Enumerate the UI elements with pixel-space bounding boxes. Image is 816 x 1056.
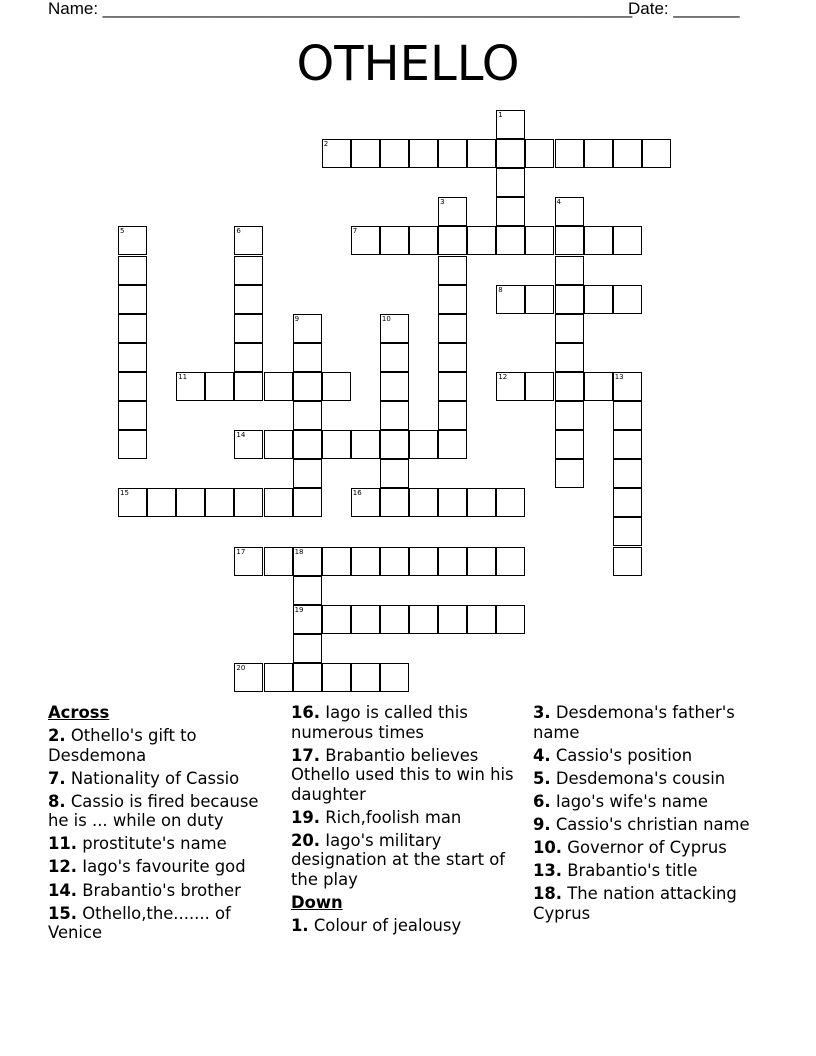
clue-text: Iago's wife's name (555, 791, 708, 811)
grid-cell[interactable] (555, 459, 584, 488)
grid-cell[interactable] (409, 430, 438, 459)
grid-cell[interactable] (555, 197, 584, 226)
clue-text: Desdemona's cousin (555, 768, 726, 788)
grid-cell[interactable] (322, 663, 351, 692)
grid-cell[interactable] (438, 488, 467, 517)
grid-cell[interactable] (380, 605, 409, 634)
grid-cell[interactable] (118, 343, 147, 372)
clues-column-3 (533, 703, 773, 927)
clue-number: 5 (120, 227, 125, 236)
grid-cell[interactable] (438, 605, 467, 634)
grid-cell[interactable] (264, 663, 293, 692)
grid-cell[interactable] (409, 488, 438, 517)
grid-cell[interactable] (555, 430, 584, 459)
down-clue (291, 916, 527, 936)
grid-cell[interactable] (118, 488, 147, 517)
grid-cell[interactable] (438, 314, 467, 343)
grid-cell[interactable] (264, 547, 293, 576)
down-heading: Down (291, 892, 343, 912)
grid-cell[interactable] (496, 605, 525, 634)
clue-number: 1 (498, 111, 503, 119)
grid-cell[interactable] (322, 372, 351, 401)
clue-number: 3 (440, 198, 445, 207)
grid-cell[interactable] (147, 488, 176, 517)
clue-text: Nationality of Cassio (70, 768, 240, 788)
grid-cell[interactable] (555, 285, 584, 314)
clue-text: Brabantio's brother (82, 880, 241, 900)
grid-cell[interactable] (380, 139, 409, 168)
across-clue (48, 792, 280, 831)
grid-cell[interactable] (118, 256, 147, 285)
grid-cell[interactable] (293, 488, 322, 517)
grid-cell[interactable] (525, 372, 554, 401)
clue-number-label: 11. (48, 834, 78, 854)
clue-number: 12 (498, 372, 508, 381)
grid-cell[interactable] (293, 459, 322, 488)
clue-text: Iago's favourite god (82, 857, 246, 877)
grid-cell[interactable] (351, 430, 380, 459)
grid-cell[interactable] (264, 372, 293, 401)
grid-cell[interactable] (234, 343, 263, 372)
grid-cell[interactable] (380, 372, 409, 401)
clue-number-label: 4. (533, 745, 551, 765)
clue-number: 9 (294, 314, 300, 323)
clue-number: 10 (381, 314, 391, 323)
grid-cell[interactable] (118, 285, 147, 314)
grid-cell[interactable] (467, 139, 496, 168)
grid-cell[interactable] (584, 285, 613, 314)
clue-text: Cassio is fired because he is ... while on duty (48, 791, 259, 831)
across-heading: Across (48, 703, 110, 722)
grid-cell[interactable] (380, 401, 409, 430)
grid-cell[interactable] (613, 372, 642, 401)
clue-text: Iago is called this numerous times (291, 703, 468, 742)
clue-number-label: 19. (291, 807, 321, 827)
grid-cell[interactable] (380, 459, 409, 488)
grid-cell[interactable] (409, 226, 438, 255)
grid-cell[interactable] (525, 139, 554, 168)
clue-text: Rich,foolish man (325, 807, 462, 827)
across-clue (48, 834, 280, 854)
across-clue (291, 703, 527, 742)
grid-cell[interactable] (351, 226, 380, 255)
grid-cell[interactable] (380, 663, 409, 692)
down-clue (533, 703, 773, 742)
grid-cell[interactable] (642, 139, 671, 168)
grid-cell[interactable] (322, 139, 351, 168)
grid-cell[interactable] (496, 226, 525, 255)
grid-cell[interactable] (380, 226, 409, 255)
grid-cell[interactable] (613, 488, 642, 517)
clues-column-2 (291, 703, 527, 939)
grid-cell[interactable] (351, 605, 380, 634)
grid-cell[interactable] (293, 314, 322, 343)
down-clue (533, 769, 773, 789)
grid-cell[interactable] (438, 401, 467, 430)
grid-cell[interactable] (496, 197, 525, 226)
across-clue (48, 904, 280, 943)
across-clue (291, 831, 527, 890)
grid-cell[interactable] (467, 488, 496, 517)
grid-cell[interactable] (351, 547, 380, 576)
grid-cell[interactable] (613, 285, 642, 314)
clue-text: Colour of jealousy (313, 915, 462, 935)
clue-number-label: 7. (48, 768, 66, 788)
grid-cell[interactable] (438, 197, 467, 226)
clue-text: Iago's military designation at the start of the play (291, 830, 505, 889)
grid-cell[interactable] (555, 401, 584, 430)
grid-cell[interactable] (555, 343, 584, 372)
clue-text: Brabantio's title (567, 861, 698, 881)
clue-text: Cassio's christian name (555, 814, 750, 834)
across-clue (48, 726, 280, 765)
grid-cell[interactable] (438, 226, 467, 255)
clue-number-label: 2. (48, 726, 66, 746)
clue-number-label: 17. (291, 745, 321, 765)
grid-cell[interactable] (438, 285, 467, 314)
grid-cell[interactable] (351, 488, 380, 517)
clue-text: prostitute's name (82, 834, 227, 854)
grid-cell[interactable] (234, 285, 263, 314)
grid-cell[interactable] (351, 139, 380, 168)
grid-cell[interactable] (584, 139, 613, 168)
grid-cell[interactable] (205, 488, 234, 517)
clue-number: 14 (236, 431, 246, 440)
grid-cell[interactable] (293, 605, 322, 634)
grid-cell[interactable] (118, 314, 147, 343)
clue-number: 11 (178, 372, 188, 381)
clue-number: 7 (352, 227, 358, 236)
grid-cell[interactable] (380, 314, 409, 343)
grid-cell[interactable] (525, 285, 554, 314)
clue-number: 16 (352, 489, 362, 498)
clue-number-label: 14. (48, 880, 78, 900)
across-clue (291, 746, 527, 805)
clue-number: 13 (614, 372, 624, 381)
grid-cell[interactable] (322, 430, 351, 459)
clue-number: 15 (120, 489, 129, 498)
name-field-label: Name: ________________________________________________________ (48, 0, 633, 18)
down-clue (533, 838, 773, 858)
clue-text: Governor of Cyprus (567, 837, 727, 857)
grid-cell[interactable] (234, 314, 263, 343)
grid-cell[interactable] (176, 372, 205, 401)
grid-cell[interactable] (234, 547, 263, 576)
grid-cell[interactable] (438, 430, 467, 459)
clue-text: Desdemona's father's name (533, 703, 735, 742)
clue-number: 19 (294, 605, 304, 614)
grid-cell[interactable] (351, 663, 380, 692)
grid-cell[interactable] (205, 372, 234, 401)
clue-number-label: 18. (533, 884, 563, 904)
grid-cell[interactable] (176, 488, 205, 517)
clue-text: The nation attacking Cyprus (533, 884, 737, 923)
grid-cell[interactable] (613, 226, 642, 255)
grid-cell[interactable] (438, 547, 467, 576)
across-clue (291, 808, 527, 828)
clue-number: 2 (323, 140, 329, 149)
clue-number: 8 (498, 285, 503, 294)
grid-cell[interactable] (496, 488, 525, 517)
grid-cell[interactable] (438, 343, 467, 372)
grid-cell[interactable] (438, 139, 467, 168)
clue-number-label: 15. (48, 903, 78, 923)
grid-cell[interactable] (264, 430, 293, 459)
grid-cell[interactable] (293, 547, 322, 576)
grid-cell[interactable] (380, 430, 409, 459)
grid-cell[interactable] (525, 226, 554, 255)
clue-number-label: 1. (291, 915, 309, 935)
grid-cell[interactable] (380, 343, 409, 372)
grid-cell[interactable] (293, 372, 322, 401)
grid-cell[interactable] (293, 430, 322, 459)
clue-text: Othello,the....... of Venice (48, 903, 231, 943)
clues-column-1 (48, 703, 280, 946)
grid-cell[interactable] (118, 226, 147, 255)
clue-number-label: 5. (533, 768, 551, 788)
puzzle-title: OTHELLO (296, 36, 520, 92)
clue-number-label: 16. (291, 703, 321, 722)
clue-number-label: 10. (533, 837, 563, 857)
clue-number: 20 (236, 663, 246, 672)
grid-cell[interactable] (322, 547, 351, 576)
grid-cell[interactable] (118, 430, 147, 459)
grid-cell[interactable] (264, 488, 293, 517)
grid-cell[interactable] (496, 139, 525, 168)
grid-cell[interactable] (438, 256, 467, 285)
down-clue (533, 884, 773, 923)
grid-cell[interactable] (613, 459, 642, 488)
grid-cell[interactable] (496, 285, 525, 314)
grid-cell[interactable] (293, 343, 322, 372)
down-clue (533, 861, 773, 881)
clue-number-label: 6. (533, 791, 551, 811)
grid-cell[interactable] (496, 110, 525, 139)
grid-cell[interactable] (380, 547, 409, 576)
date-field-label: Date: _______ (628, 0, 740, 18)
grid-cell[interactable] (555, 314, 584, 343)
grid-cell[interactable] (613, 430, 642, 459)
grid-cell[interactable] (438, 372, 467, 401)
across-clue (48, 857, 280, 877)
grid-cell[interactable] (613, 139, 642, 168)
clue-number-label: 9. (533, 814, 551, 834)
clue-number-label: 3. (533, 703, 551, 722)
grid-cell[interactable] (496, 168, 525, 197)
grid-cell[interactable] (613, 517, 642, 546)
grid-cell[interactable] (584, 372, 613, 401)
clue-number-label: 12. (48, 857, 78, 877)
grid-cell[interactable] (322, 605, 351, 634)
clue-number: 4 (556, 198, 561, 207)
grid-cell[interactable] (555, 226, 584, 255)
clue-number: 6 (236, 227, 241, 236)
grid-cell[interactable] (584, 226, 613, 255)
grid-cell[interactable] (467, 547, 496, 576)
clue-number: 17 (236, 547, 246, 556)
clue-text: Othello's gift to Desdemona (48, 726, 197, 765)
clue-text: Brabantio believes Othello used this to win his daughter (291, 745, 514, 804)
grid-cell[interactable] (118, 401, 147, 430)
grid-cell[interactable] (613, 547, 642, 576)
grid-cell[interactable] (467, 605, 496, 634)
grid-cell[interactable] (555, 256, 584, 285)
clue-number-label: 8. (48, 791, 66, 811)
grid-cell[interactable] (234, 226, 263, 255)
across-clue (48, 881, 280, 901)
grid-cell[interactable] (293, 663, 322, 692)
grid-cell[interactable] (409, 139, 438, 168)
grid-cell[interactable] (293, 634, 322, 663)
grid-cell[interactable] (234, 488, 263, 517)
grid-cell[interactable] (467, 226, 496, 255)
grid-cell[interactable] (409, 547, 438, 576)
grid-cell[interactable] (496, 547, 525, 576)
grid-cell[interactable] (496, 372, 525, 401)
grid-cell[interactable] (118, 372, 147, 401)
grid-cell[interactable] (555, 139, 584, 168)
clue-text: Cassio's position (555, 745, 693, 765)
grid-cell[interactable] (409, 605, 438, 634)
grid-cell[interactable] (234, 430, 263, 459)
down-clue (533, 815, 773, 835)
clue-number: 18 (294, 547, 304, 556)
grid-cell[interactable] (234, 663, 263, 692)
down-clue (533, 792, 773, 812)
clue-number-label: 13. (533, 861, 563, 881)
grid-cell[interactable] (293, 401, 322, 430)
clue-number-label: 20. (291, 830, 321, 850)
across-clue (48, 769, 280, 789)
grid-cell[interactable] (234, 256, 263, 285)
grid-cell[interactable] (613, 401, 642, 430)
grid-cell[interactable] (380, 488, 409, 517)
grid-cell[interactable] (234, 372, 263, 401)
grid-cell[interactable] (293, 576, 322, 605)
grid-cell[interactable] (555, 372, 584, 401)
down-clue (533, 746, 773, 766)
